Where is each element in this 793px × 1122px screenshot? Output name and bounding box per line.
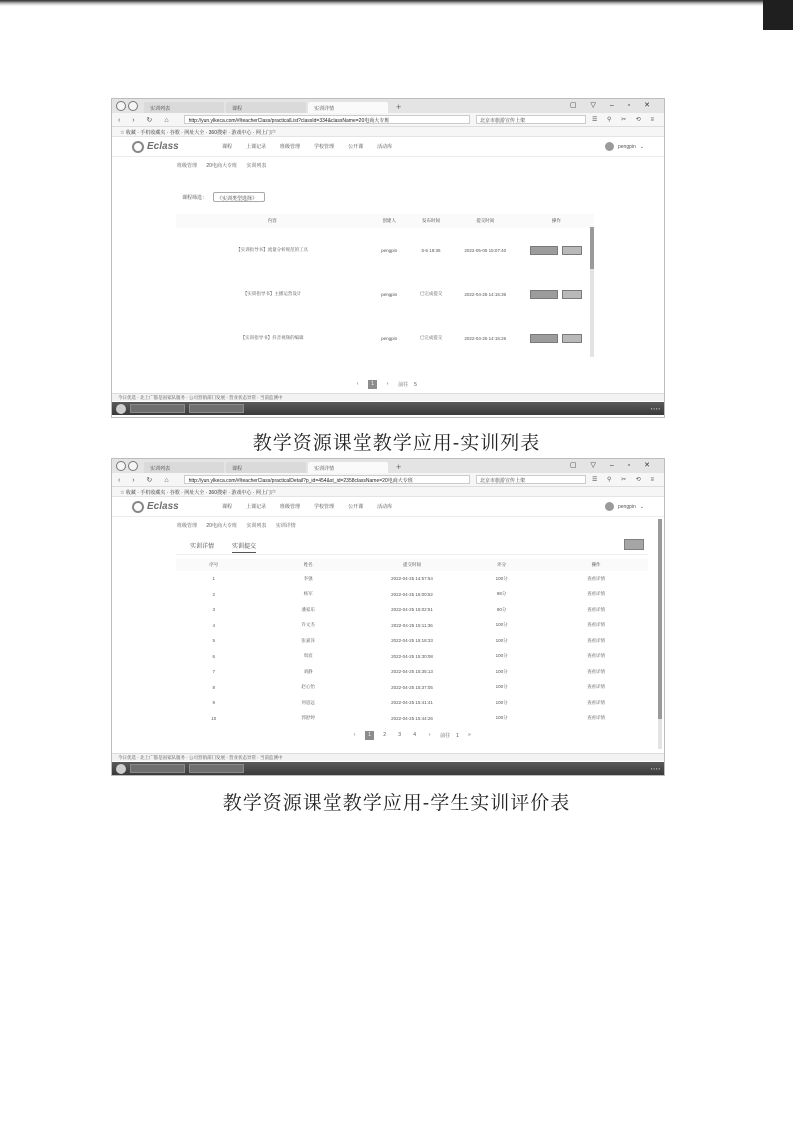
row-time: 2022-05-05 15:07:40 bbox=[464, 247, 507, 253]
breadcrumb-item[interactable]: 班级管理 bbox=[177, 163, 198, 169]
cell-time: 2022-04-25 15:11:36 bbox=[391, 622, 433, 628]
nav-item[interactable]: 公开课 bbox=[348, 144, 364, 150]
table-row bbox=[176, 664, 648, 680]
search-input[interactable]: 北京市旅游宣传上架 bbox=[476, 475, 586, 484]
table-row bbox=[176, 680, 648, 696]
nav-item[interactable]: 班级管理 bbox=[280, 504, 301, 510]
cell-time: 2022-04-25 15:02:51 bbox=[391, 607, 433, 613]
brand-name: Eclass bbox=[147, 501, 179, 512]
edit-button[interactable] bbox=[530, 290, 558, 299]
cell-time: 2022-04-25 15:00:52 bbox=[391, 591, 433, 597]
browser-logo-icon bbox=[116, 101, 138, 111]
column-header: 提交时间 bbox=[365, 559, 459, 571]
cell-score: 100分 bbox=[495, 637, 508, 643]
eclass-logo[interactable] bbox=[132, 501, 202, 513]
browser-tabstrip bbox=[112, 99, 664, 113]
taskbar-item[interactable] bbox=[189, 764, 244, 773]
scrollbar-thumb[interactable] bbox=[658, 519, 662, 719]
cell-time: 2022-04-25 15:30:08 bbox=[391, 653, 433, 659]
eclass-logo[interactable] bbox=[132, 141, 202, 153]
eclass-logo-icon bbox=[132, 141, 144, 153]
browser-tab[interactable]: 实训列表 bbox=[144, 462, 224, 473]
cell-time: 2022-04-25 15:44:26 bbox=[391, 715, 433, 721]
column-header: 发布时间 bbox=[410, 214, 452, 228]
table-row bbox=[176, 711, 648, 727]
browser-tab[interactable]: 实训列表 bbox=[144, 102, 224, 113]
cell-name: 许文杰 bbox=[301, 622, 315, 628]
delete-button[interactable] bbox=[562, 290, 582, 299]
cell-score: 90分 bbox=[496, 606, 507, 612]
browser-statusbar: 今日优选 · 北上广都是国家队服务 · 公司营销部门发展 · 营业状态异常 · 当前监测中 bbox=[112, 753, 664, 761]
main-panel bbox=[176, 535, 648, 745]
breadcrumb-item[interactable]: 20电商大专班 bbox=[206, 523, 237, 529]
cell-index: 4 bbox=[212, 622, 216, 628]
filter-label: 课程筛选： bbox=[182, 194, 208, 201]
cell-name: 杨军 bbox=[303, 591, 313, 597]
row-ops bbox=[519, 272, 594, 316]
eclass-logo-icon bbox=[132, 501, 144, 513]
cell-score: 100分 bbox=[495, 653, 508, 659]
cell-index: 7 bbox=[212, 669, 216, 675]
row-title[interactable]: 【实训指导书】流量分析规范的工具 bbox=[236, 247, 309, 252]
bookmarks-bar[interactable]: ☆ 收藏 · 手机收藏夹 · 谷歌 · 网址大全 · 360搜索 · 游戏中心 · 网上门户 bbox=[112, 487, 664, 497]
caption: 教学资源课堂教学应用-实训列表 bbox=[252, 432, 541, 454]
window-controls[interactable]: ▢ ▽ – ▫ ✕ bbox=[569, 102, 656, 109]
row-creator: pengpin bbox=[381, 247, 398, 253]
browser-tab[interactable]: 课程 bbox=[226, 102, 306, 113]
cell-score: 100分 bbox=[495, 715, 508, 721]
filter-select[interactable]: 《实训类型选择》 bbox=[213, 192, 265, 202]
bookmarks-bar[interactable]: ☆ 收藏 · 手机收藏夹 · 谷歌 · 网址大全 · 360搜索 · 游戏中心 · 网上门户 bbox=[112, 127, 664, 137]
url-input[interactable]: http://yun.ylkeca.com/#/teacherClass/practicalList?classId=334&className=20电商大专班 bbox=[184, 115, 470, 124]
nav-item[interactable]: 上课记录 bbox=[246, 144, 267, 150]
user-menu[interactable] bbox=[605, 142, 644, 151]
cell-index: 9 bbox=[212, 700, 216, 706]
nav-item[interactable]: 活动库 bbox=[377, 144, 393, 150]
view-detail-link[interactable]: 查看详情 bbox=[587, 699, 606, 705]
column-header: 序号 bbox=[176, 559, 252, 571]
breadcrumb bbox=[112, 157, 664, 170]
avatar bbox=[605, 502, 614, 511]
view-detail-link[interactable]: 查看详情 bbox=[587, 715, 606, 721]
cell-name: 何思远 bbox=[301, 699, 315, 705]
new-tab-icon[interactable]: + bbox=[396, 102, 402, 112]
row-title[interactable]: 【实训指导书】主播运营设计 bbox=[242, 291, 302, 296]
cell-index: 6 bbox=[212, 653, 216, 659]
page-number[interactable]: 1 bbox=[368, 380, 377, 389]
browser-statusbar: 今日优选 · 北上广都是国家队服务 · 公司营销部门发展 · 营业状态异常 · 当前监测中 bbox=[112, 393, 664, 401]
jump-label: 前往 bbox=[398, 382, 409, 388]
cell-score: 98分 bbox=[496, 591, 507, 597]
screenshot-student-evaluation bbox=[111, 458, 665, 776]
edit-button[interactable] bbox=[530, 246, 558, 255]
row-time: 2022-04-25 14:15:36 bbox=[464, 291, 507, 297]
cell-score: 100分 bbox=[495, 668, 508, 674]
user-name: pengpin bbox=[618, 503, 636, 510]
breadcrumb-item[interactable]: 班级管理 bbox=[177, 523, 198, 529]
table-row bbox=[176, 272, 594, 316]
taskbar-item[interactable] bbox=[189, 404, 244, 413]
cell-name: 刘静 bbox=[303, 668, 313, 674]
cell-name: 赵心怡 bbox=[301, 684, 315, 690]
cell-time: 2022-04-25 15:37:05 bbox=[391, 684, 433, 690]
page-number[interactable]: 1 bbox=[365, 731, 374, 740]
view-detail-link[interactable]: 查看详情 bbox=[587, 591, 606, 597]
cell-score: 100分 bbox=[495, 575, 508, 581]
breadcrumb-item[interactable]: 20电商大专班 bbox=[206, 163, 237, 169]
tray-icons: ▪ ▪ ▪ ▪ bbox=[650, 766, 660, 771]
chevron-down-icon: ⌄ bbox=[639, 503, 644, 510]
breadcrumb-item[interactable]: 实训列表 bbox=[246, 523, 267, 529]
cell-index: 2 bbox=[212, 591, 216, 597]
tab-practical-submit[interactable]: 实训提交 bbox=[232, 541, 256, 553]
jump-go-icon[interactable]: » bbox=[468, 732, 471, 738]
prev-page-icon[interactable]: ‹ bbox=[356, 381, 359, 387]
nav-item[interactable]: 学校管理 bbox=[314, 504, 335, 510]
nav-item[interactable]: 学校管理 bbox=[314, 144, 335, 150]
user-menu[interactable] bbox=[605, 502, 644, 511]
cell-name: 张嘉泽 bbox=[301, 637, 315, 643]
next-page-icon[interactable]: › bbox=[386, 381, 389, 387]
cell-score: 100分 bbox=[495, 684, 508, 690]
window-controls[interactable]: ▢ ▽ – ▫ ✕ bbox=[569, 462, 656, 469]
table-row bbox=[176, 618, 648, 634]
nav-item[interactable]: 课程 bbox=[222, 144, 233, 150]
user-name: pengpin bbox=[618, 143, 636, 150]
os-taskbar bbox=[112, 402, 664, 415]
view-detail-link[interactable]: 查看详情 bbox=[587, 668, 606, 674]
nav-arrows-icon[interactable]: ‹ › ↻ ⌂ bbox=[118, 116, 174, 124]
tray-icons: ▪ ▪ ▪ ▪ bbox=[650, 406, 660, 411]
page-scrollbar[interactable] bbox=[658, 519, 662, 749]
start-icon[interactable] bbox=[116, 404, 126, 414]
row-creator: pengpin bbox=[381, 335, 398, 341]
table-row bbox=[176, 695, 648, 711]
view-detail-link[interactable]: 查看详情 bbox=[587, 622, 606, 628]
cell-index: 1 bbox=[212, 576, 216, 582]
browser-tabstrip bbox=[112, 459, 664, 473]
cell-index: 10 bbox=[211, 715, 217, 721]
os-taskbar bbox=[112, 762, 664, 775]
view-detail-link[interactable]: 查看详情 bbox=[587, 684, 606, 690]
browser-logo-icon bbox=[116, 461, 138, 471]
address-bar bbox=[112, 473, 664, 487]
breadcrumb bbox=[112, 517, 664, 530]
table-row bbox=[176, 649, 648, 665]
table-row bbox=[176, 602, 648, 618]
url-input[interactable]: http://yun.ylkeca.com/#/teacherClass/practicalDetail?p_id=454&st_id=2358className=20电商大专班 bbox=[184, 475, 470, 484]
cell-time: 2022-04-25 15:35:13 bbox=[391, 669, 433, 675]
browser-tab-active[interactable]: 实训详情 bbox=[308, 462, 388, 473]
taskbar-item[interactable] bbox=[130, 404, 185, 413]
column-header: 提交时间 bbox=[452, 214, 519, 228]
delete-button[interactable] bbox=[562, 334, 582, 343]
nav-arrows-icon[interactable]: ‹ › ↻ ⌂ bbox=[118, 476, 174, 484]
jump-input[interactable]: 1 bbox=[456, 732, 459, 739]
cell-time: 2022-04-25 15:18:33 bbox=[391, 638, 433, 644]
row-ops bbox=[519, 228, 594, 272]
cell-name: 李强 bbox=[303, 575, 313, 581]
browser-tab[interactable]: 课程 bbox=[226, 462, 306, 473]
nav-item[interactable]: 公开课 bbox=[348, 504, 364, 510]
cell-name: 周宸 bbox=[303, 653, 313, 659]
table-row bbox=[176, 316, 594, 360]
column-header: 操作 bbox=[519, 214, 594, 228]
jump-label: 前往 bbox=[440, 733, 451, 739]
nav-item[interactable]: 上课记录 bbox=[246, 504, 267, 510]
page-number[interactable]: 3 bbox=[398, 732, 401, 738]
page-number[interactable]: 4 bbox=[413, 732, 416, 738]
toolbar-icons[interactable]: ☰ ⚲ ✂ ⟲ ≡ bbox=[592, 477, 658, 483]
row-status: 5-6 19:36 bbox=[421, 247, 441, 253]
course-filter bbox=[182, 192, 594, 202]
toolbar-icons[interactable]: ☰ ⚲ ✂ ⟲ ≡ bbox=[592, 117, 658, 123]
table-row bbox=[176, 571, 648, 587]
taskbar-item[interactable] bbox=[130, 764, 185, 773]
jump-input[interactable]: 5 bbox=[414, 381, 417, 388]
row-title[interactable]: 【实训指导书】抖音视频的编辑 bbox=[240, 335, 304, 340]
tab-practical-detail[interactable]: 实训详情 bbox=[190, 544, 215, 550]
next-page-icon[interactable]: › bbox=[428, 732, 431, 738]
scan-corner bbox=[763, 0, 793, 30]
view-detail-link[interactable]: 查看详情 bbox=[587, 653, 606, 659]
brand-name: Eclass bbox=[147, 141, 179, 152]
edit-button[interactable] bbox=[530, 334, 558, 343]
pagination bbox=[176, 731, 648, 740]
column-header: 评分 bbox=[459, 559, 544, 571]
cell-name: 潘家乐 bbox=[301, 606, 315, 612]
row-creator: pengpin bbox=[381, 291, 398, 297]
nav-item[interactable]: 课程 bbox=[222, 504, 233, 510]
column-header: 内容 bbox=[176, 214, 368, 228]
view-detail-link[interactable]: 查看详情 bbox=[587, 606, 606, 612]
cell-time: 2022-04-25 14:57:54 bbox=[391, 576, 433, 582]
column-header: 操作 bbox=[544, 559, 648, 571]
page-number[interactable]: 2 bbox=[383, 732, 386, 738]
breadcrumb-item: 实训列表 bbox=[246, 163, 267, 169]
cell-score: 100分 bbox=[495, 699, 508, 705]
table-row bbox=[176, 633, 648, 649]
avatar bbox=[605, 142, 614, 151]
address-bar bbox=[112, 113, 664, 127]
cell-index: 8 bbox=[212, 684, 216, 690]
row-ops bbox=[519, 316, 594, 360]
row-time: 2022-04-25 14:15:26 bbox=[464, 335, 507, 341]
breadcrumb-item: 实训详情 bbox=[275, 523, 296, 529]
nav-item[interactable]: 班级管理 bbox=[280, 144, 301, 150]
top-nav bbox=[222, 143, 392, 150]
cell-name: 郭舒婷 bbox=[301, 715, 315, 721]
pagination bbox=[176, 380, 594, 389]
scrollbar-thumb[interactable] bbox=[590, 227, 594, 269]
top-nav bbox=[222, 503, 392, 510]
cell-time: 2022-04-25 15:41:41 bbox=[391, 700, 433, 706]
practical-table bbox=[176, 214, 594, 360]
scan-top-edge bbox=[0, 0, 793, 6]
app-header bbox=[112, 137, 664, 157]
nav-item[interactable]: 活动库 bbox=[377, 504, 393, 510]
main-panel bbox=[176, 187, 594, 387]
table-row bbox=[176, 587, 648, 603]
caption: 教学资源课堂教学应用-学生实训评价表 bbox=[222, 792, 571, 814]
delete-button[interactable] bbox=[562, 246, 582, 255]
start-icon[interactable] bbox=[116, 764, 126, 774]
row-status: 已完成提交 bbox=[419, 335, 443, 340]
view-detail-link[interactable]: 查看详情 bbox=[587, 637, 606, 643]
browser-tab-active[interactable]: 实训详情 bbox=[308, 102, 388, 113]
screenshot-practical-list bbox=[111, 98, 665, 418]
column-header: 姓名 bbox=[252, 559, 365, 571]
table-scrollbar[interactable] bbox=[590, 227, 594, 357]
cell-index: 5 bbox=[212, 638, 216, 644]
search-input[interactable]: 北京市旅游宣传上架 bbox=[476, 115, 586, 124]
new-tab-icon[interactable]: + bbox=[396, 462, 402, 472]
subtabs bbox=[176, 535, 648, 555]
view-detail-link[interactable]: 查看详情 bbox=[587, 575, 606, 581]
cell-score: 100分 bbox=[495, 622, 508, 628]
prev-page-icon[interactable]: ‹ bbox=[353, 732, 356, 738]
chevron-down-icon: ⌄ bbox=[639, 143, 644, 150]
submission-table bbox=[176, 559, 648, 726]
app-header bbox=[112, 497, 664, 517]
export-button[interactable] bbox=[624, 539, 644, 550]
cell-index: 3 bbox=[212, 607, 216, 613]
column-header: 创建人 bbox=[368, 214, 410, 228]
table-row bbox=[176, 228, 594, 272]
row-status: 已完成提交 bbox=[419, 291, 443, 296]
